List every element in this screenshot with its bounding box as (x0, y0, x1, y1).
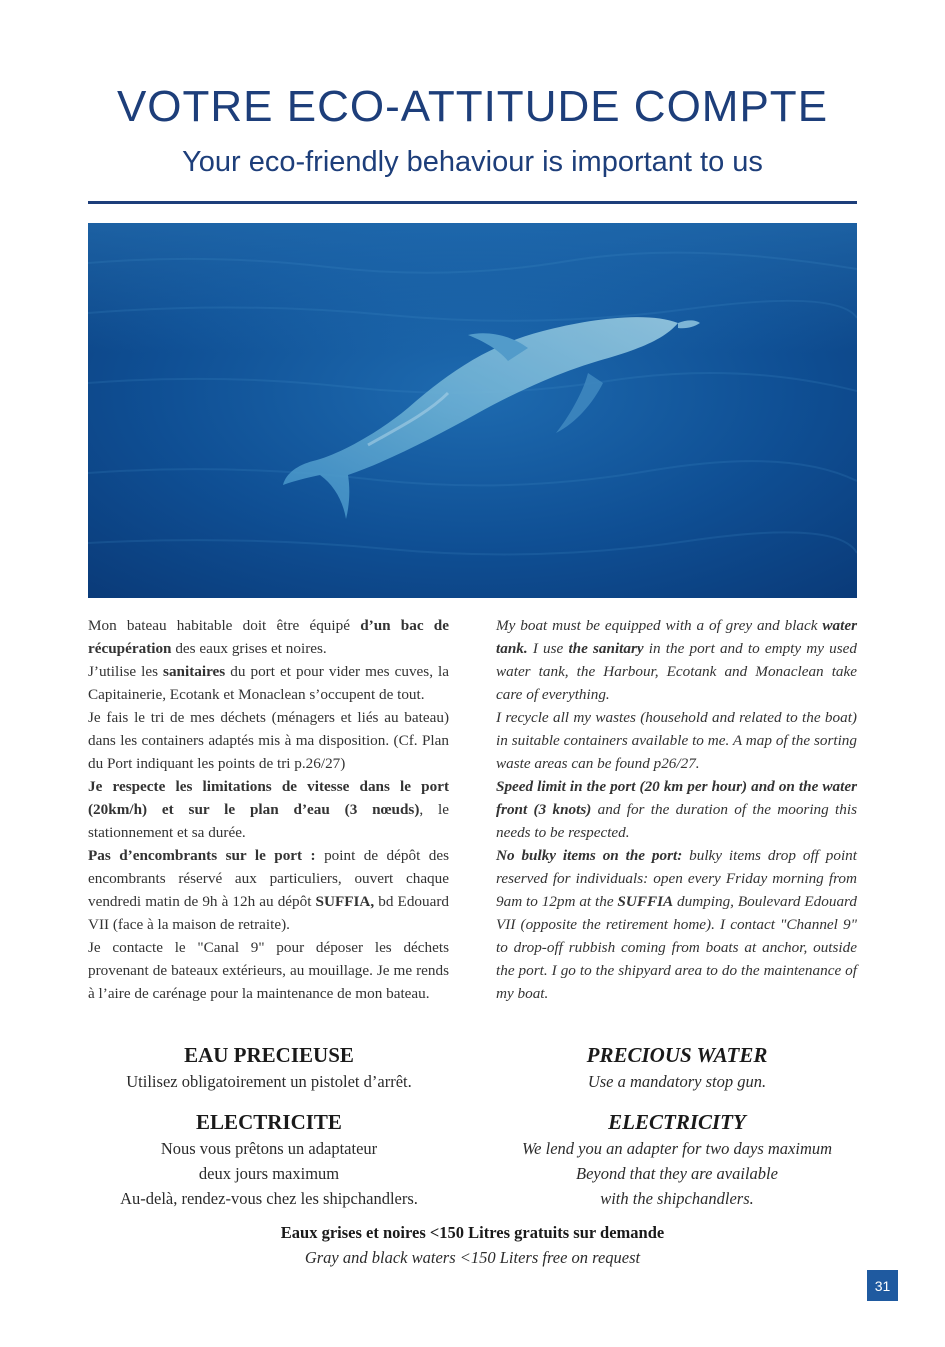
english-paragraph: My boat must be equipped with a of grey and black water tank. I use the sanitary in the port and to empty my used water tank, the Harbour, Ecotank and Monaclean take care of everything. (496, 617, 857, 703)
electricity-line-en: with the shipchandlers. (600, 1189, 754, 1208)
electricity-line-fr: Nous vous prêtons un adaptateur (160, 1139, 378, 1158)
title-divider (88, 201, 857, 204)
water-section-en (487, 1041, 867, 1094)
waste-water-note-en: Gray and black waters <150 Liters free on request (304, 1248, 641, 1267)
electricity-heading-fr: ELECTRICITE (196, 1110, 342, 1134)
page-number-badge: 31 (867, 1270, 898, 1301)
water-section-fr (79, 1041, 459, 1094)
dolphin-underwater-photo (88, 223, 857, 598)
english-description (496, 614, 857, 1005)
french-paragraph: Je fais le tri de mes déchets (ménagers et liés au bateau) dans les containers adaptés mis à ma disposition. (Cf. Plan du Port indiquant les points de tri p.26/27) (88, 709, 449, 772)
water-text-fr: Utilisez obligatoirement un pistolet d’arrêt. (126, 1072, 412, 1091)
page-title: VOTRE ECO-ATTITUDE COMPTE (116, 82, 829, 131)
water-heading-en: PRECIOUS WATER (586, 1043, 768, 1067)
electricity-line-en: Beyond that they are available (576, 1164, 778, 1183)
electricity-line-fr: Au-delà, rendez-vous chez les shipchandlers. (120, 1189, 418, 1208)
electricity-line-en: We lend you an adapter for two days maximum (521, 1139, 833, 1158)
water-heading-fr: EAU PRECIEUSE (184, 1043, 354, 1067)
waste-water-note (0, 1220, 945, 1270)
french-paragraph: Mon bateau habitable doit être équipé d’un bac de récupération des eaux grises et noires. (88, 617, 449, 657)
electricity-section-fr (79, 1108, 459, 1211)
english-paragraph: I recycle all my wastes (household and related to the boat) in suitable containers available to me. A map of the sorting waste areas can be found p26/27. (496, 709, 857, 772)
electricity-section-en (487, 1108, 867, 1211)
english-paragraph: No bulky items on the port: bulky items drop off point reserved for individuals: open every Friday morning from 9am to 12pm at the SUFFIA dumping, Boulevard Edouard VII (opposite the retirement home). I contact "Channel 9" to drop-off rubbish coming from boats at anchor, outside the port. I go to the shipyard area to do the maintenance of my boat. (496, 847, 857, 1002)
french-paragraph: J’utilise les sanitaires du port et pour vider mes cuves, la Capitainerie, Ecotank et Monaclean s’occupent de tout. (88, 663, 449, 703)
water-text-en: Use a mandatory stop gun. (587, 1072, 767, 1091)
electricity-line-fr: deux jours maximum (198, 1164, 340, 1183)
english-paragraph: Speed limit in the port (20 km per hour) and on the water front (3 knots) and for the duration of the mooring this needs to be respected. (496, 778, 857, 841)
french-paragraph: Je respecte les limitations de vitesse dans le port (20km/h) et sur le plan d’eau (3 nœuds), le stationnement et sa durée. (88, 778, 449, 841)
waste-water-note-fr: Eaux grises et noires <150 Litres gratuits sur demande (280, 1223, 665, 1242)
french-description (88, 614, 449, 1005)
electricity-heading-en: ELECTRICITY (608, 1110, 746, 1134)
french-paragraph: Je contacte le "Canal 9" pour déposer les déchets provenant de bateaux extérieurs, au mouillage. Je me rends à l’aire de carénage pour la maintenance de mon bateau. (88, 939, 449, 1002)
page-subtitle: Your eco-friendly behaviour is important to us (182, 146, 763, 178)
french-paragraph: Pas d’encombrants sur le port : point de dépôt des encombrants réservé aux particuliers, ouvert chaque vendredi matin de 9h à 12h au dépôt SUFFIA, bd Edouard VII (face à la maison de retraite). (88, 847, 449, 933)
